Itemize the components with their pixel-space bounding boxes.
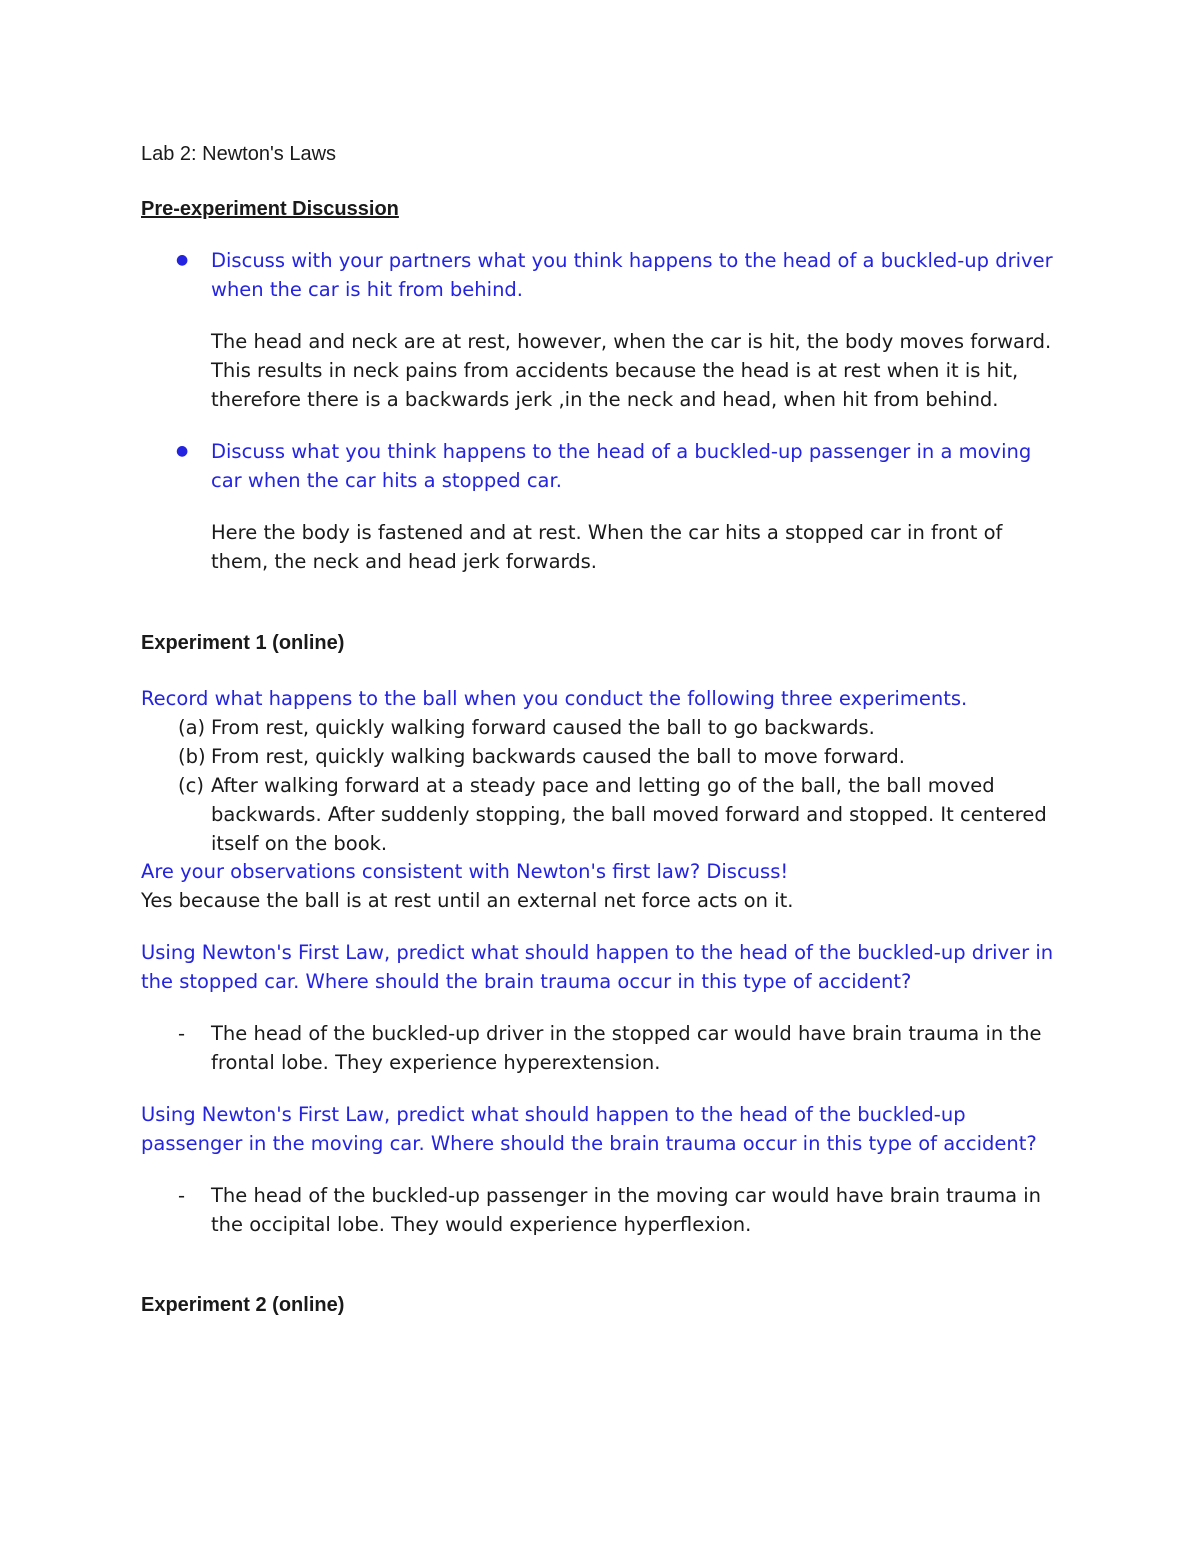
passenger-answer: The head of the buckled-up passenger in the moving car would have brain trauma in the occipital lobe. They would experience hyperflexion. [211, 1184, 1042, 1237]
result-item-c [178, 771, 1058, 859]
result-text-a: From rest, quickly walking forward caused the ball to go backwards. [211, 716, 875, 739]
document-title: Lab 2: Newton's Laws [141, 143, 337, 165]
result-item-a [178, 713, 1058, 742]
result-label-c: (c) [178, 774, 204, 797]
result-item-b [178, 742, 1058, 771]
pre-question-2: Discuss what you think happens to the head of a buckled-up passenger in a moving car when the car hits a stopped car. [211, 440, 1032, 493]
experiment-1-heading: Experiment 1 (online) [141, 632, 345, 654]
result-label-a: (a) [178, 716, 206, 739]
pre-question-1: Discuss with your partners what you think happens to the head of a buckled-up driver when the car is hit from behind. [211, 249, 1053, 302]
pre-experiment-heading: Pre-experiment Discussion [141, 198, 399, 220]
consistency-question: Are your observations consistent with Newton's first law? Discuss! [141, 860, 789, 883]
experiment-2-heading: Experiment 2 (online) [141, 1294, 345, 1316]
result-label-b: (b) [178, 745, 206, 768]
bullet-2-marker: ● [176, 443, 189, 459]
driver-answer: The head of the buckled-up driver in the stopped car would have brain trauma in the frontal lobe. They experience hyperextension. [211, 1022, 1042, 1075]
result-text-c: After walking forward at a steady pace and letting go of the ball, the ball moved backwards. After suddenly stopping, the ball moved forward and stopped. It centered itself on the book. [211, 774, 1047, 856]
consistency-answer: Yes because the ball is at rest until an external net force acts on it. [141, 889, 794, 912]
passenger-answer-marker: - [178, 1184, 186, 1207]
bullet-1-marker: ● [176, 252, 189, 268]
pre-answer-2: Here the body is fastened and at rest. When the car hits a stopped car in front of them, the neck and head jerk forwards. [211, 521, 1003, 574]
result-text-b: From rest, quickly walking backwards caused the ball to move forward. [211, 745, 905, 768]
experiment-1-instruction: Record what happens to the ball when you conduct the following three experiments. [141, 687, 968, 710]
driver-question: Using Newton's First Law, predict what should happen to the head of the buckled-up driver in the stopped car. Where should the brain trauma occur in this type of accident? [141, 941, 1054, 994]
pre-answer-1: The head and neck are at rest, however, when the car is hit, the body moves forward. This results in neck pains from accidents because the head is at rest when it is hit, therefore there is a backwards jerk ,in the neck and head, when hit from behind. [211, 330, 1052, 412]
passenger-question: Using Newton's First Law, predict what should happen to the head of the buckled-up passenger in the moving car. Where should the brain trauma occur in this type of accident? [141, 1103, 1037, 1156]
driver-answer-marker: - [178, 1022, 186, 1045]
